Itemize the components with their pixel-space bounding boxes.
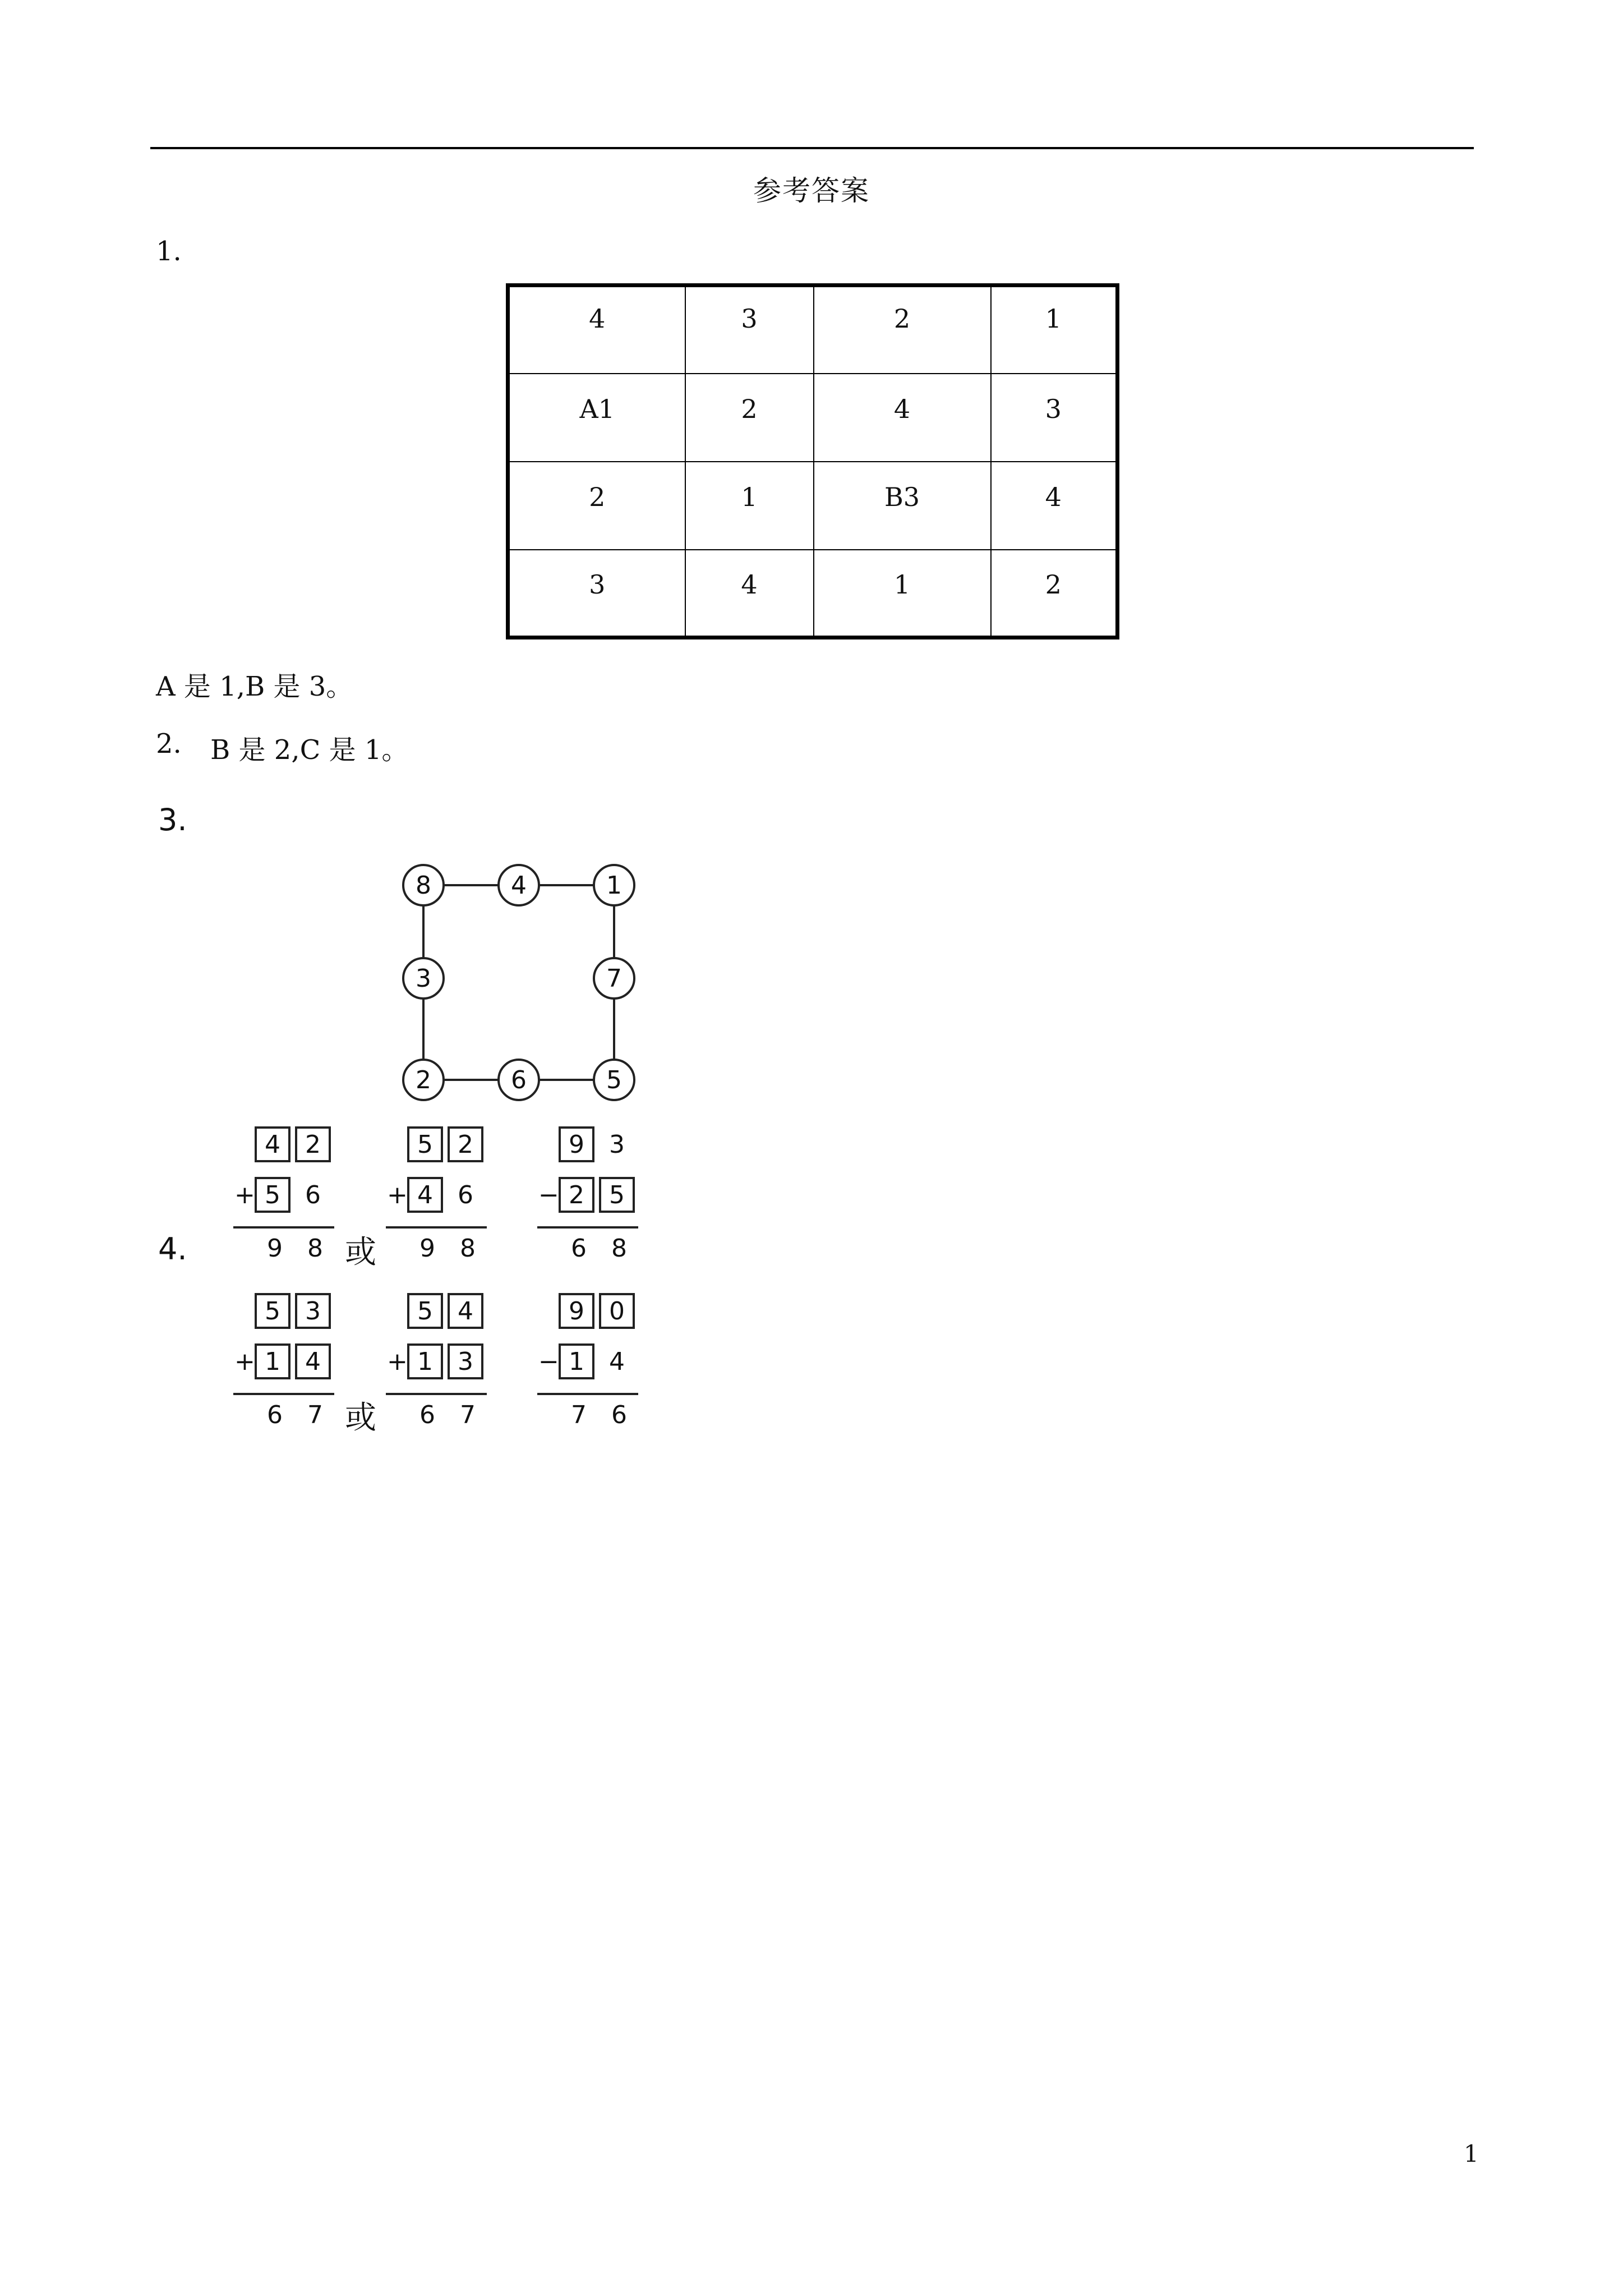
header-rule — [150, 147, 1474, 149]
grid-cell: 3 — [685, 286, 814, 374]
node-circle: 4 — [497, 864, 540, 907]
node-circle: 3 — [402, 957, 445, 1000]
q3-number: 3. — [158, 802, 187, 838]
result-digit: 7 — [460, 1401, 476, 1429]
digit-box: 0 — [599, 1293, 635, 1329]
operator: − — [538, 1180, 559, 1209]
sum-line — [233, 1393, 334, 1395]
digit: 4 — [609, 1347, 625, 1376]
digit-box: 9 — [559, 1126, 594, 1162]
result-digit: 6 — [571, 1234, 587, 1263]
result-digit: 9 — [419, 1234, 435, 1263]
digit: 3 — [609, 1130, 625, 1159]
sum-line — [386, 1226, 487, 1228]
operator: − — [538, 1347, 559, 1376]
q1-answer: A 是 1,B 是 3。 — [156, 671, 353, 702]
or-label: 或 — [345, 1234, 376, 1271]
result-digit: 8 — [611, 1234, 627, 1263]
or-label: 或 — [345, 1400, 376, 1436]
operator: + — [387, 1180, 408, 1209]
result-digit: 8 — [307, 1234, 323, 1263]
digit-box: 1 — [255, 1343, 291, 1379]
page-number: 1 — [1464, 2140, 1479, 2168]
grid-cell: 2 — [991, 550, 1118, 638]
operator: + — [234, 1347, 255, 1376]
digit-box: 5 — [255, 1293, 291, 1329]
digit: 6 — [305, 1180, 321, 1209]
page-title: 参考答案 — [753, 174, 870, 207]
grid-cell: 2 — [685, 374, 814, 462]
digit: 6 — [458, 1180, 473, 1209]
digit-box: 4 — [448, 1293, 483, 1329]
digit-box: 1 — [407, 1343, 443, 1379]
q2-number: 2. — [156, 728, 182, 760]
result-digit: 6 — [419, 1401, 435, 1429]
result-digit: 6 — [267, 1401, 283, 1429]
q2-answer: B 是 2,C 是 1。 — [210, 734, 409, 766]
q1-number: 1. — [156, 236, 182, 267]
operator: + — [387, 1347, 408, 1376]
digit-box: 2 — [559, 1177, 594, 1213]
digit-box: 4 — [295, 1343, 331, 1379]
result-digit: 8 — [460, 1234, 476, 1263]
sum-line — [233, 1226, 334, 1228]
grid-cell: 2 — [508, 462, 685, 550]
grid-cell: 1 — [814, 550, 991, 638]
sum-line — [386, 1393, 487, 1395]
grid-cell: 3 — [991, 374, 1118, 462]
grid-cell: 4 — [508, 286, 685, 374]
grid-cell: 1 — [685, 462, 814, 550]
digit-box: 1 — [559, 1343, 594, 1379]
node-circle: 5 — [593, 1059, 635, 1101]
digit-box: 5 — [599, 1177, 635, 1213]
digit-box: 2 — [295, 1126, 331, 1162]
q4-number: 4. — [158, 1231, 187, 1267]
digit-box: 5 — [407, 1293, 443, 1329]
result-digit: 9 — [267, 1234, 283, 1263]
node-circle: 8 — [402, 864, 445, 907]
q1-grid — [506, 283, 1119, 639]
digit-box: 4 — [255, 1126, 291, 1162]
digit-box: 5 — [255, 1177, 291, 1213]
result-digit: 6 — [611, 1401, 627, 1429]
grid-cell: A1 — [508, 374, 685, 462]
digit-box: 2 — [448, 1126, 483, 1162]
digit-box: 5 — [407, 1126, 443, 1162]
node-circle: 7 — [593, 957, 635, 1000]
sum-line — [537, 1393, 638, 1395]
grid-cell: 4 — [991, 462, 1118, 550]
digit-box: 9 — [559, 1293, 594, 1329]
grid-cell: 3 — [508, 550, 685, 638]
grid-cell: 4 — [685, 550, 814, 638]
node-circle: 2 — [402, 1059, 445, 1101]
grid-cell: 4 — [814, 374, 991, 462]
operator: + — [234, 1180, 255, 1209]
digit-box: 3 — [448, 1343, 483, 1379]
node-circle: 6 — [497, 1059, 540, 1101]
result-digit: 7 — [571, 1401, 587, 1429]
grid-cell: 1 — [991, 286, 1118, 374]
sum-line — [537, 1226, 638, 1228]
grid-cell: 2 — [814, 286, 991, 374]
digit-box: 3 — [295, 1293, 331, 1329]
grid-cell: B3 — [814, 462, 991, 550]
result-digit: 7 — [307, 1401, 323, 1429]
digit-box: 4 — [407, 1177, 443, 1213]
node-circle: 1 — [593, 864, 635, 907]
